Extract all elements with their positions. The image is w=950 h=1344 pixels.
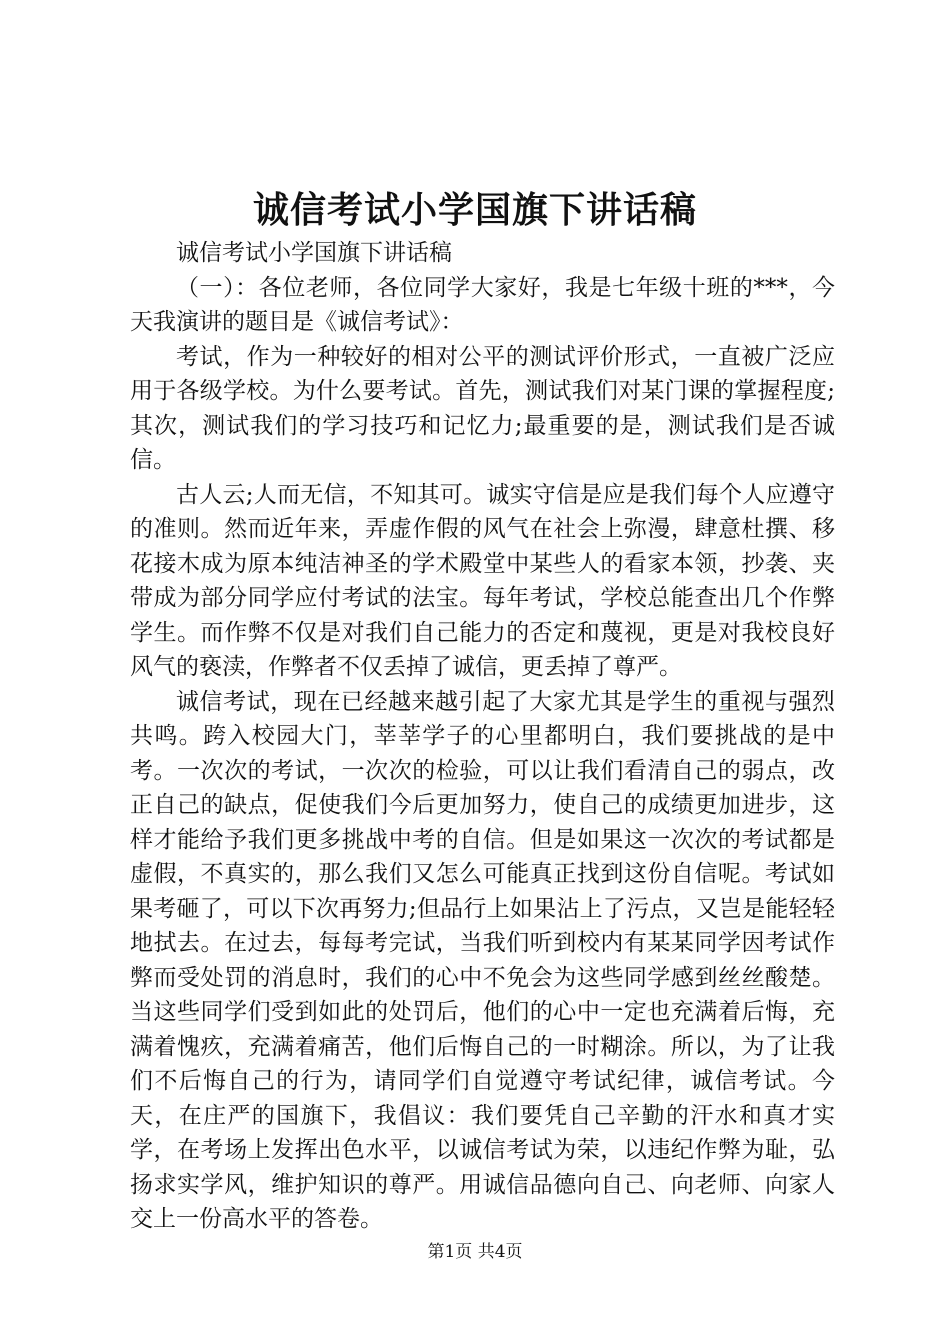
paragraph-honest-exam: 诚信考试，现在已经越来越引起了大家尤其是学生的重视与强烈共鸣。跨入校园大门，莘莘学子的心里都明白，我们要挑战的是中考。一次次的考试，一次次的检验，可以让我们看清自己的弱点，改正自己的缺点，促使我们今后更加努力，使自己的成绩更加进步，这样才能给予我们更多挑战中考的自信。但是如果这一次次的考试都是虚假，不真实的，那么我们又怎么可能真正找到这份自信呢。考试如果考砸了，可以下次再努力;但品行上如果沾上了污点，又岂是能轻轻地拭去。在过去，每每考完试，当我们听到校内有某某同学因考试作弊而受处罚的消息时，我们的心中不免会为这些同学感到丝丝酸楚。当这些同学们受到如此的处罚后，他们的心中一定也充满着后悔，充满着愧疚，充满着痛苦，他们后悔自己的一时糊涂。所以，为了让我们不后悔自己的行为，请同学们自觉遵守考试纪律，诚信考试。今天，在庄严的国旗下，我倡议：我们要凭自己辛勤的汗水和真才实学，在考场上发挥出色水平，以诚信考试为荣，以违纪作弊为耻，弘扬求实学风，维护知识的尊严。用诚信品德向自己、向老师、向家人交上一份高水平的答卷。 [130,688,835,1232]
page-number-footer: 第1页 共4页 [427,1242,523,1262]
paragraph-ancient-saying: 古人云;人而无信，不知其可。诚实守信是应是我们每个人应遵守的准则。然而近年来，弄虚作假的风气在社会上弥漫，肆意杜撰、移花接木成为原本纯洁神圣的学术殿堂中某些人的看家本领，抄袭、夹带成为部分同学应付考试的法宝。每年考试，学校总能查出几个作弊学生。而作弊不仅是对我们自己能力的否定和蔑视，更是对我校良好风气的亵渎，作弊者不仅丢掉了诚信，更丢掉了尊严。 [130,481,835,680]
paragraph-exam-purpose: 考试，作为一种较好的相对公平的测试评价形式，一直被广泛应用于各级学校。为什么要考试。首先，测试我们对某门课的掌握程度;其次，测试我们的学习技巧和记忆力;最重要的是，测试我们是否诚信。 [130,343,835,473]
paragraph-subtitle: 诚信考试小学国旗下讲话稿 [176,240,452,266]
document-title: 诚信考试小学国旗下讲话稿 [252,189,697,231]
paragraph-greeting: （一）：各位老师，各位同学大家好，我是七年级十班的***，今天我演讲的题目是《诚信考试》： [130,274,835,335]
document-body [130,236,835,1237]
